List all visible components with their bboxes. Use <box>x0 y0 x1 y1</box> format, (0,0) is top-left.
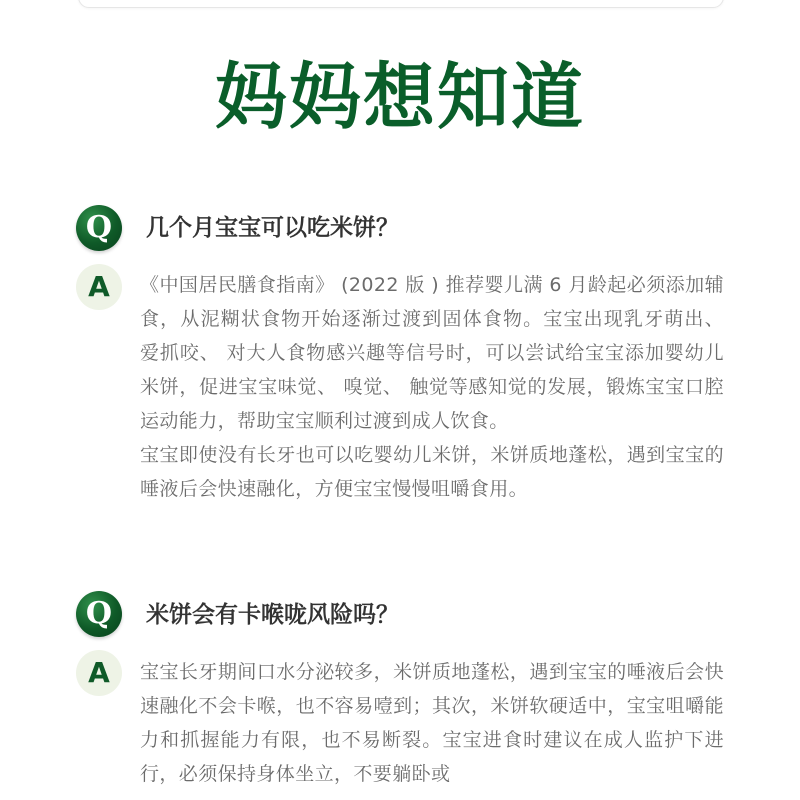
answer-badge-icon: A <box>76 264 122 310</box>
top-search-bar <box>78 0 724 8</box>
page-title: 妈妈想知道 <box>214 55 585 139</box>
question-text: 米饼会有卡喉咙风险吗？ <box>146 602 399 628</box>
answer-text <box>140 655 724 791</box>
answer-paragraph: 《中国居民膳食指南》 (2022 版 ) 推荐婴儿满 6 月龄起必须添加辅食，从泥糊状食物开始逐渐过渡到固体食物。宝宝出现乳牙萌出、 爱抓咬、 对大人食物感兴趣等信号时，可以尝试给宝宝添加婴幼儿米饼，促进宝宝味觉、 嗅觉、 触觉等感知觉的发展，锻炼宝宝口腔运动能力，帮助宝宝顺利过渡到成人饮食。 <box>140 274 724 432</box>
question-badge-icon: Q <box>76 205 122 251</box>
question-badge-icon: Q <box>76 591 122 637</box>
answer-badge-icon: A <box>76 650 122 696</box>
question-text: 几个月宝宝可以吃米饼？ <box>146 215 399 241</box>
answer-text <box>140 268 724 506</box>
answer-paragraph: 宝宝长牙期间口水分泌较多，米饼质地蓬松，遇到宝宝的唾液后会快速融化不会卡喉，也不容易噎到；其次，米饼软硬适中，宝宝咀嚼能力和抓握能力有限，也不易断裂。宝宝进食时建议在成人监护下进行，必须保持身体坐立，不要躺卧或 <box>140 661 724 785</box>
answer-paragraph: 宝宝即使没有长牙也可以吃婴幼儿米饼，米饼质地蓬松，遇到宝宝的唾液后会快速融化，方便宝宝慢慢咀嚼食用。 <box>140 444 724 500</box>
